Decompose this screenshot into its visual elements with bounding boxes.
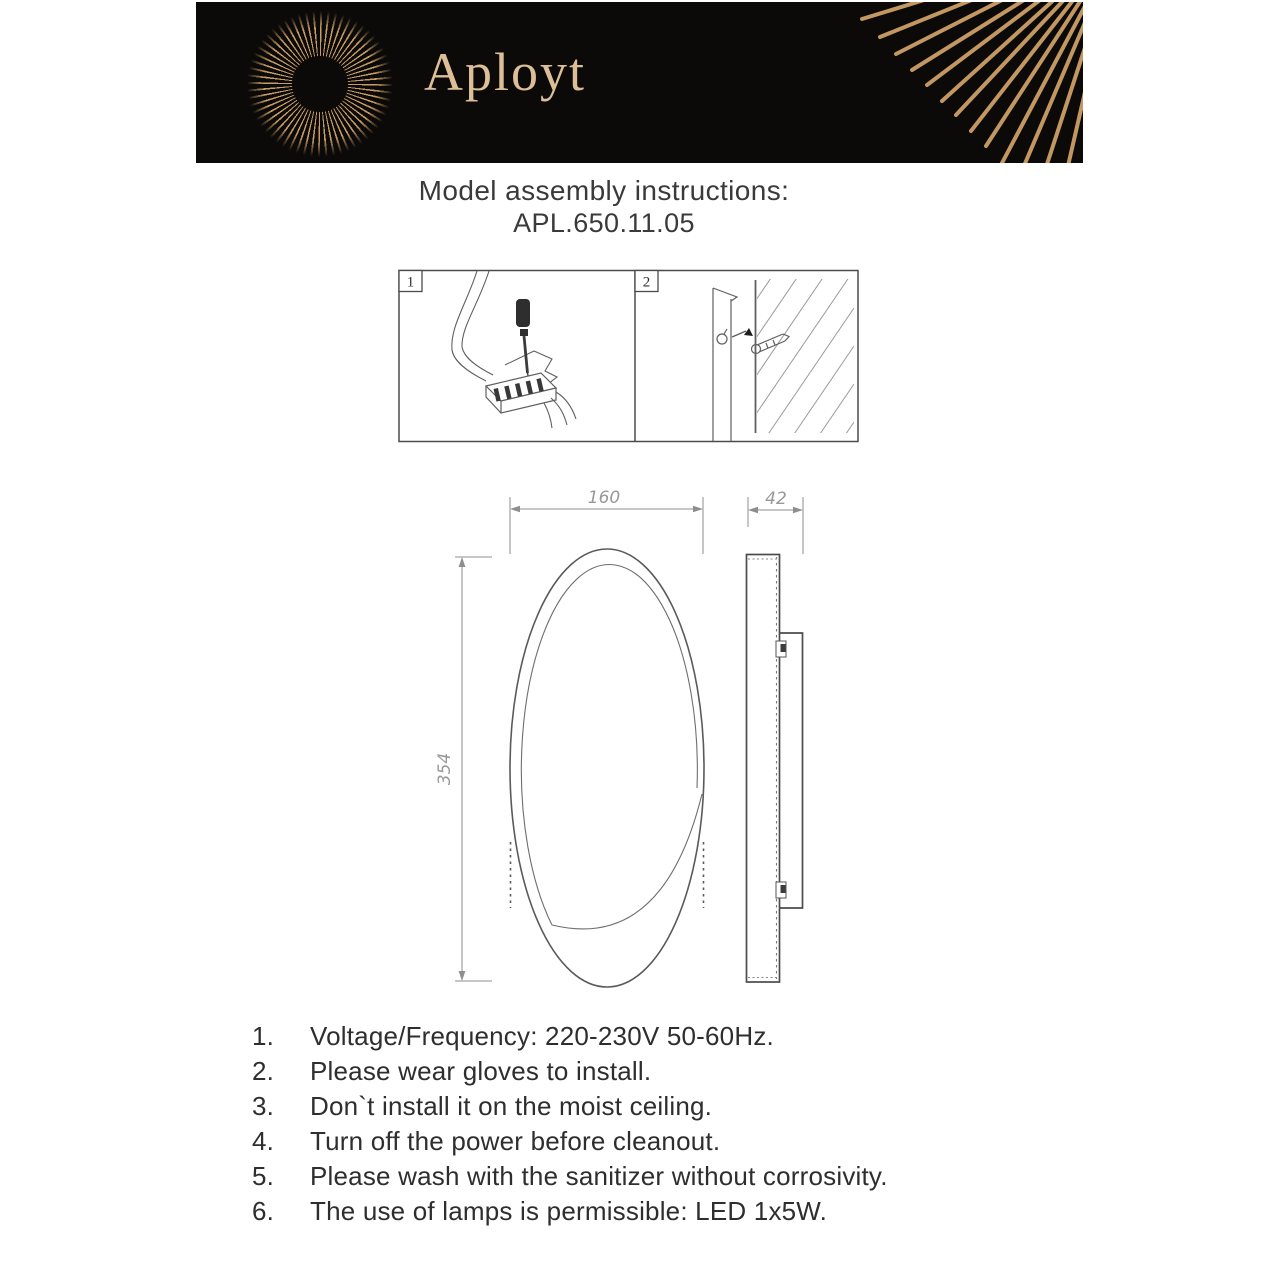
assembly-steps-diagram [396,266,862,446]
model-number: APL.650.11.05 [513,208,695,238]
instruction-item [252,1194,1082,1229]
instruction-item [252,1054,1082,1089]
item-number: 2. [252,1056,275,1086]
item-text: Please wash with the sanitizer without corrosivity. [310,1161,888,1191]
item-text: Please wear gloves to install. [310,1056,652,1086]
item-number: 5. [252,1161,275,1191]
item-number: 6. [252,1196,275,1226]
page-title: Model assembly instructions: [418,175,790,206]
item-text: The use of lamps is permissible: LED 1x5W. [310,1196,828,1226]
item-text: Voltage/Frequency: 220-230V 50-60Hz. [310,1021,774,1051]
brand-banner [196,2,1083,163]
instruction-item [252,1159,1082,1194]
item-number: 4. [252,1126,275,1156]
instruction-item [252,1019,1082,1054]
item-text: Don`t install it on the moist ceiling. [310,1091,713,1121]
depth-dimension: 42 [765,489,787,509]
width-dimension: 160 [587,488,621,508]
step-1-label: 1 [406,274,415,291]
step-2-label: 2 [642,274,651,291]
height-dimension: 354 [435,752,455,786]
brand-wordmark: Aployt [424,42,587,102]
instruction-item [252,1089,1082,1124]
item-number: 1. [252,1021,275,1051]
instructions-list [252,1019,1082,1229]
item-number: 3. [252,1091,275,1121]
instruction-item [252,1124,1082,1159]
front-view-oval [510,549,704,987]
decorative-rays-icon [196,2,1083,163]
side-view-profile [747,555,803,983]
item-text: Turn off the power before cleanout. [310,1126,721,1156]
dimension-drawing [425,478,873,1018]
